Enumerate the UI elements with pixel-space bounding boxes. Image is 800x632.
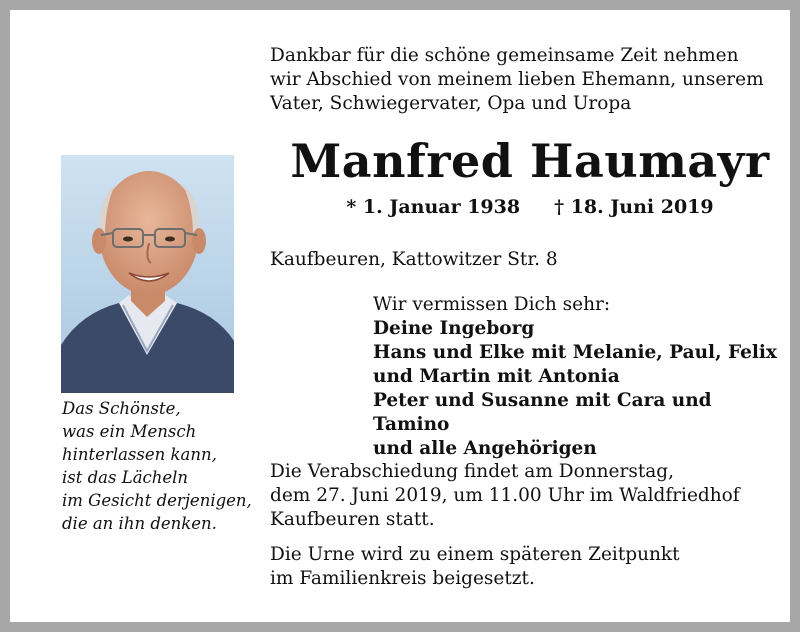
ceremony-info: Die Verabschiedung findet am Donnerstag, dem 27. Juni 2019, um 11.00 Uhr im Waldfriedhof Kaufbeuren statt.: [270, 461, 740, 530]
family-line: und alle Angehörigen: [373, 438, 597, 459]
memorial-quote: Das Schönste, was ein Mensch hinterlassen kann, ist das Lächeln im Gesicht derjenigen, die an ihn denken.: [62, 399, 252, 533]
family-line: Peter und Susanne mit Cara und Tamino: [373, 390, 712, 435]
family-line: Hans und Elke mit Melanie, Paul, Felix: [373, 342, 777, 363]
portrait-illustration: [61, 155, 234, 393]
ear-left: [92, 228, 106, 254]
eye-right: [165, 237, 175, 242]
address: Kaufbeuren, Kattowitzer Str. 8: [270, 249, 558, 270]
eye-left: [123, 237, 133, 242]
family-list: [373, 317, 793, 461]
life-dates: [270, 196, 790, 218]
intro-text: Dankbar für die schöne gemeinsame Zeit nehmen wir Abschied von meinem lieben Ehemann, unserem Vater, Schwiegervater, Opa und Uropa: [270, 45, 764, 114]
ear-right: [192, 228, 206, 254]
portrait-photo: [61, 155, 234, 393]
miss-intro: Wir vermissen Dich sehr:: [373, 294, 611, 315]
family-line: und Martin mit Antonia: [373, 366, 620, 387]
deceased-name: Manfred Haumayr: [290, 134, 770, 188]
family-line: Deine Ingeborg: [373, 318, 535, 339]
death-date: † 18. Juni 2019: [554, 196, 714, 218]
birth-date: * 1. Januar 1938: [346, 196, 521, 218]
urn-info: Die Urne wird zu einem späteren Zeitpunkt im Familienkreis beigesetzt.: [270, 544, 680, 589]
